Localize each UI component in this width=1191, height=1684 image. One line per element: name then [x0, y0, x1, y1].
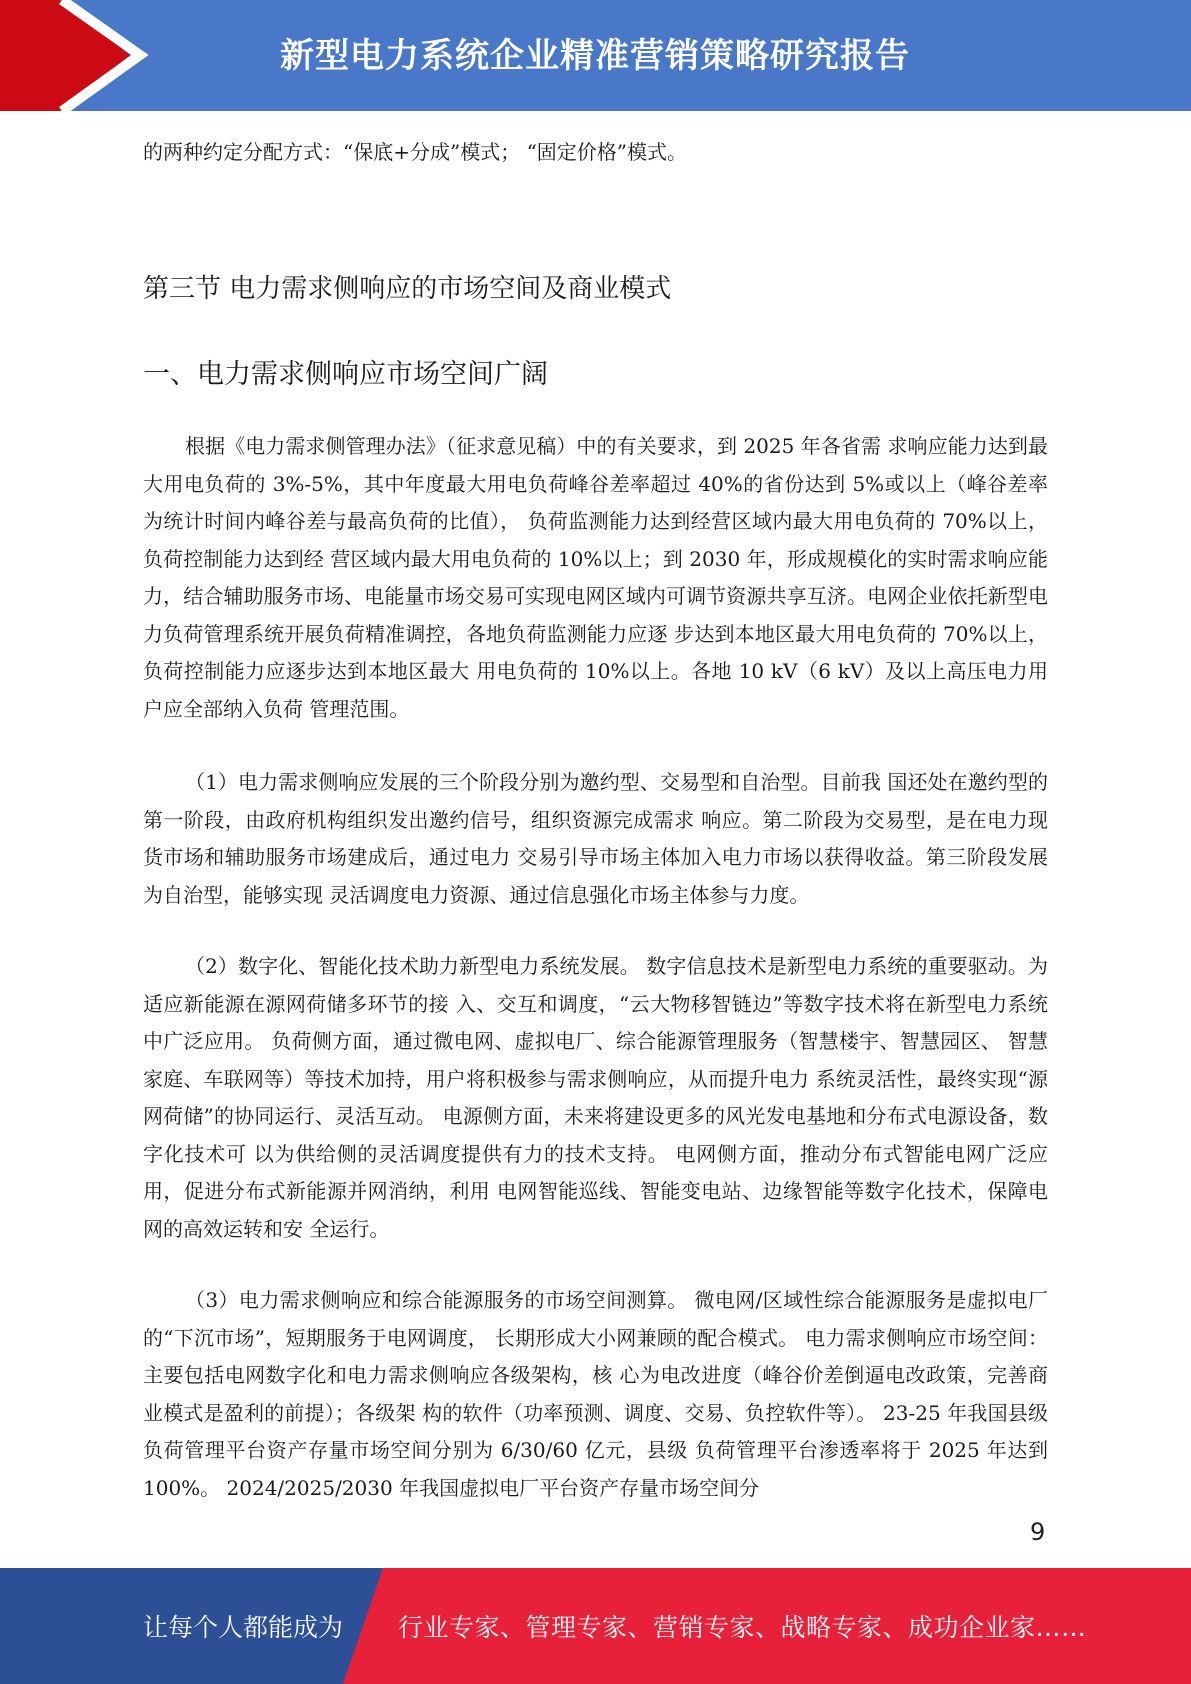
paragraph-market-space: （3）电力需求侧响应和综合能源服务的市场空间测算。 微电网/区域性综合能源服务是虚拟电厂的“下沉市场”，短期服务于电网调度， 长期形成大小网兼顾的配合模式。 电力需求侧响应市场空间：主要包括电网数字化和电力需求侧响应各级架构，核 心为电改进度（峰谷价差倒逼电改政策，完善商业模式是盈利的前提）；各级架 构的软件（功率预测、调度、交易、负控软件等）。 23-25 年我国县级负荷管理平台资产存量市场空间分别为 6/30/60 亿元，县级 负荷管理平台渗透率将于 2025 年达到 100%。 2024/2025/2030 年我国虚拟电厂平台资产存量市场空间分 — [143, 1288, 1048, 1500]
paragraph-demand-response-requirements: 根据《电力需求侧管理办法》（征求意见稿）中的有关要求，到 2025 年各省需 求响应能力达到最大用电负荷的 3%-5%，其中年度最大用电负荷峰谷差率超过 40%的省份达到 5%或以上（峰谷差率为统计时间内峰谷差与最高负荷的比值）， 负荷监测能力达到经营区域内最大用电负荷的 70%以上，负荷控制能力达到经 营区域内最大用电负荷的 10%以上；到 2030 年，形成规模化的实时需求响应能 力，结合辅助服务市场、电能量市场交易可实现电网区域内可调节资源共享互济。电网企业依托新型电力负荷管理系统开展负荷精准调控，各地负荷监测能力应逐 步达到本地区最大用电负荷的 70%以上，负荷控制能力应逐步达到本地区最大 用电负荷的 10%以上。各地 10 kV（6 kV）及以上高压电力用户应全部纳入负荷 管理范围。 — [143, 434, 1048, 721]
section-title: 第三节 电力需求侧响应的市场空间及商业模式 — [143, 274, 672, 304]
page-footer — [0, 1568, 1191, 1684]
paragraph-three-stages: （1）电力需求侧响应发展的三个阶段分别为邀约型、交易型和自治型。目前我 国还处在邀约型的第一阶段，由政府机构组织发出邀约信号，组织资源完成需求 响应。第二阶段为交易型，是在电力现货市场和辅助服务市场建成后，通过电力 交易引导市场主体加入电力市场以获得收益。第三阶段发展为自治型，能够实现 灵活调度电力资源、通过信息强化市场主体参与力度。 — [143, 770, 1048, 907]
page-header — [0, 0, 1191, 111]
page-number: 9 — [1030, 1518, 1046, 1546]
sub-title: 一、电力需求侧响应市场空间广阔 — [143, 359, 548, 390]
footer-slogan-left: 让每个人都能成为 — [143, 1613, 344, 1642]
report-title: 新型电力系统企业精准营销策略研究报告 — [280, 36, 910, 76]
footer-slogan-right: 行业专家、管理专家、营销专家、战略专家、成功企业家…… — [398, 1613, 1087, 1642]
lead-paragraph: 的两种约定分配方式：“保底+分成”模式； “固定价格”模式。 — [143, 140, 688, 164]
header-red-arrow — [0, 0, 130, 111]
paragraph-digitalization: （2）数字化、智能化技术助力新型电力系统发展。 数字信息技术是新型电力系统的重要驱动。为适应新能源在源网荷储多环节的接 入、交互和调度，“云大物移智链边”等数字技术将在新型电力系统中广泛应用。 负荷侧方面，通过微电网、虚拟电厂、综合能源管理服务（智慧楼宇、智慧园区、 智慧家庭、车联网等）等技术加持，用户将积极参与需求侧响应，从而提升电力 系统灵活性，最终实现“源网荷储”的协同运行、灵活互动。 电源侧方面，未来将建设更多的风光发电基地和分布式电源设备，数字化技术可 以为供给侧的灵活调度提供有力的技术支持。 电网侧方面，推动分布式智能电网广泛应用，促进分布式新能源并网消纳，利用 电网智能巡线、智能变电站、边缘智能等数字化技术，保障电网的高效运转和安 全运行。 — [143, 954, 1048, 1241]
